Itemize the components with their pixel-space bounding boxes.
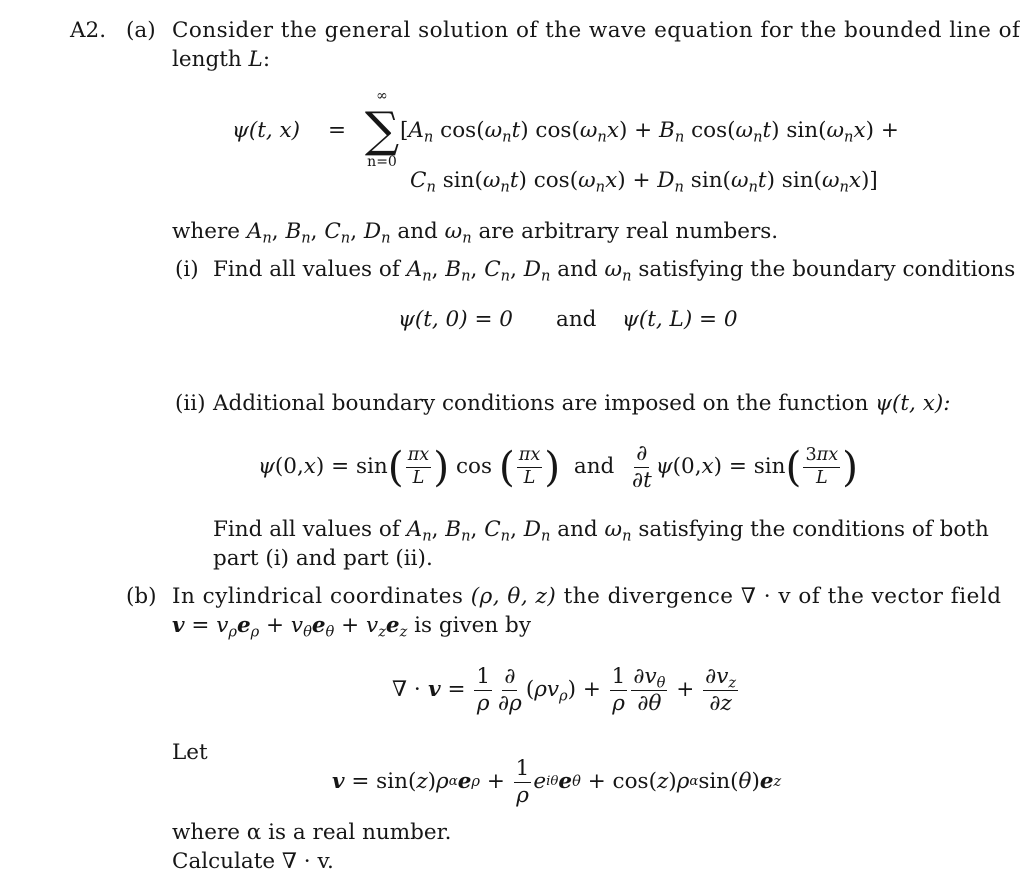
bc-and: and	[556, 307, 597, 332]
boundary-condition-1: ψ(t, 0) = 0	[398, 307, 513, 332]
part-a-intro-line1: Consider the general solution of the wave equation for the bounded line of	[172, 18, 1020, 43]
divergence-formula: ∇ · v = $\frac{1}{\rho}$ $\frac{\partial}{\partial\rho}$ ( $\rho v_\rho$ ) + $\frac{1}{\rho}$ $\frac{\partial v_\theta}{\partial\theta}$ + $\frac{\partial v_z}{\partial z}$	[392, 663, 737, 716]
vector-field-def: $v = v_\rho e_\rho + v_\theta e_\theta + v_ze_z$ is given by	[172, 613, 531, 641]
coefficients-note: where $A_n$, $B_n$, $C_n$, $D_n$ and $\omega_n$ are arbitrary real numbers.	[172, 219, 779, 247]
solution-lhs: ψ(t, x)	[232, 118, 301, 143]
part-b-intro-line1: In cylindrical coordinates (ρ, θ, z) the divergence ∇ · v of the vector field	[172, 584, 1002, 609]
let-label: Let	[172, 740, 208, 765]
part-b-label: (b)	[126, 584, 157, 609]
question-label: A2.	[70, 18, 107, 43]
subpart-ii-text: Additional boundary conditions are imposed on the function ψ(t, x):	[213, 391, 951, 416]
summation: ∞ ∑ n=0	[364, 88, 400, 170]
equals-sign: =	[328, 118, 347, 143]
initial-conditions: ψ (0, x ) = sin ( $\frac{\pi x}{L}$ ) cos ( $\frac{\pi x}{L}$ ) and $\frac{\partial}{\partial t}$ ψ (0, x ) = sin ( $\frac{3\pi x}{L}$ )	[258, 440, 859, 493]
find-values-line2: part (i) and part (ii).	[213, 546, 433, 571]
calculate-instruction: Calculate ∇ · v.	[172, 849, 334, 874]
part-a-intro-line2: length L:	[172, 47, 271, 72]
solution-line1: [$A_n$ $\cos(\omega_nt) \cos(\omega_nx) + B_n$ $\cos(\omega_nt) \sin(\omega_nx)$ +	[400, 118, 899, 146]
vector-field-v: v = sin( z ) ρ α e ρ + $\frac{1}{\rho}$ e iθ e θ + cos( z ) ρ α sin( θ ) e z	[332, 755, 782, 808]
subpart-i-text: Find all values of $A_n$, $B_n$, $C_n$, $D_n$ and $\omega_n$ satisfying the boundary conditions	[213, 257, 1016, 285]
solution-line2: $C_n$ $\sin(\omega_nt) \cos(\omega_nx) + D_n$ $\sin(\omega_nt)$ $\sin(\omega_nx)$]	[410, 168, 878, 196]
find-values-text: Find all values of $A_n$, $B_n$, $C_n$, $D_n$ and $\omega_n$ satisfying the conditions of both	[213, 517, 989, 545]
alpha-note: where α is a real number.	[172, 820, 452, 845]
part-a-label: (a)	[126, 18, 156, 43]
subpart-ii-label: (ii)	[175, 391, 206, 416]
boundary-condition-2: ψ(t, L) = 0	[622, 307, 738, 332]
subpart-i-label: (i)	[175, 257, 199, 282]
